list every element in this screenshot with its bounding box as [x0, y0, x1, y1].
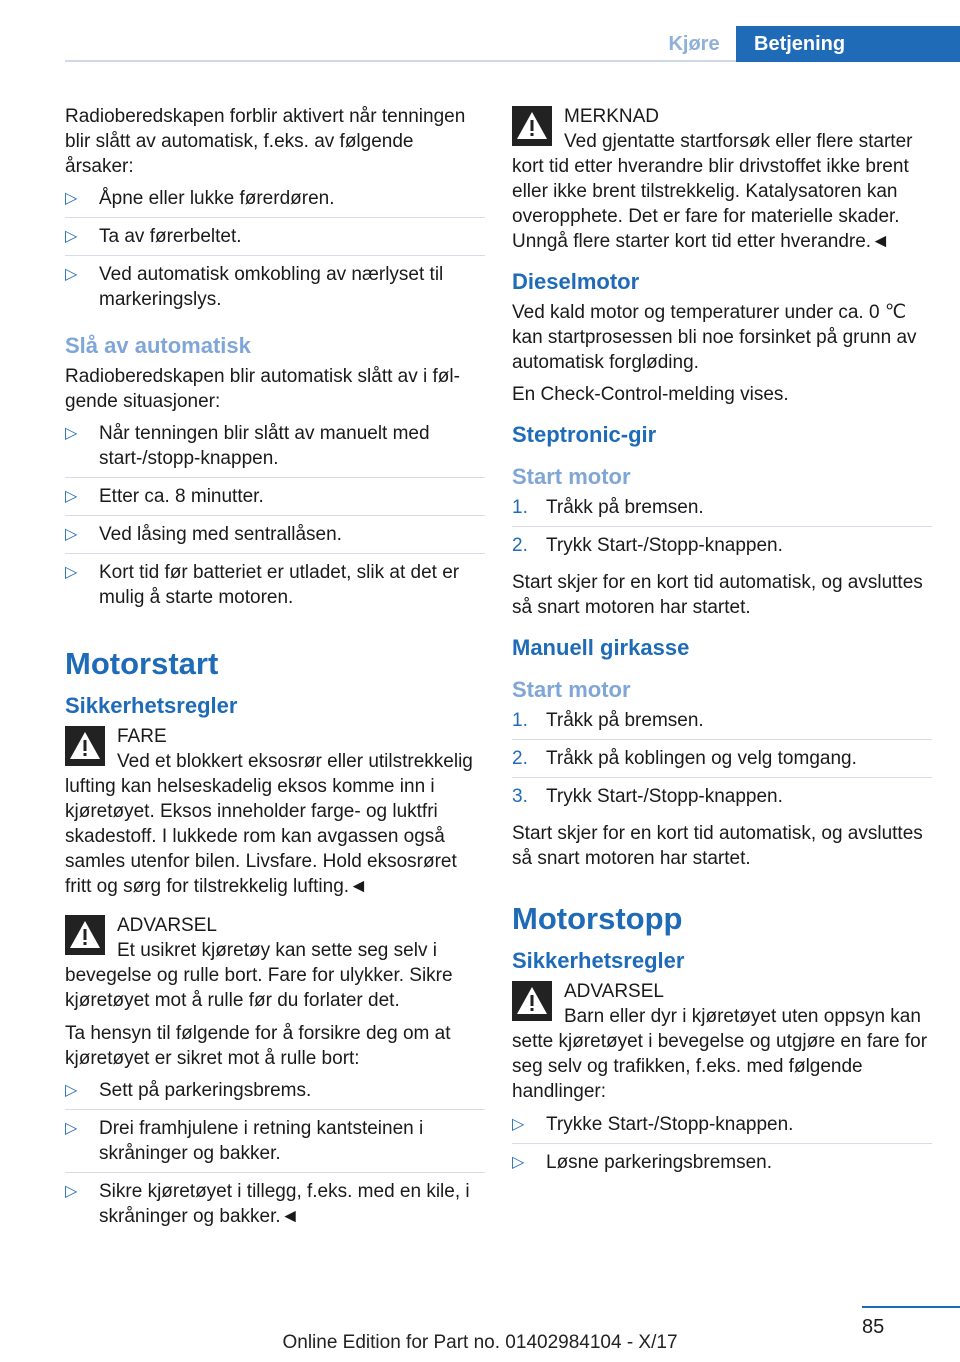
triangle-bullet-icon: ▷ [512, 1116, 525, 1133]
triangle-bullet-icon: ▷ [65, 425, 78, 442]
step-number: 2. [512, 535, 528, 556]
triangle-bullet-icon: ▷ [512, 1154, 525, 1171]
warning-title: ADVARSEL [117, 915, 217, 936]
list-item: ▷ Når tenningen blir slått av manuelt med start-/stopp-knappen. [65, 421, 485, 478]
heading-manual-gearbox: Manuell girkasse [512, 635, 690, 660]
auto-off-list [65, 421, 485, 616]
warning-text: Et usikret kjøretøy kan sette seg selv i bevegelse og rulle bort. Fare for ulykker. Sikre kjøretøyet mot å rulle før du forlater det. [65, 940, 453, 1011]
page-number: 85 [862, 1316, 885, 1338]
list-item: 1. Tråkk på bremsen. [512, 708, 932, 740]
triangle-bullet-icon: ▷ [65, 488, 78, 505]
warning-triangle-icon [65, 726, 105, 766]
left-column [65, 104, 485, 1241]
note-text: Ved gjentatte startforsøk eller flere starter kort tid etter hverandre blir drivstoffet ikke brent eller ikke brent tilstrekkelig. Katalysatoren kan overopphete. Det er fare for materielle skader. Unngå flere starter kort tid etter hverandre.◄ [512, 131, 913, 252]
step-number: 1. [512, 710, 528, 731]
heading-start-motor: Start motor [512, 464, 631, 489]
list-item: ▷ Etter ca. 8 minutter. [65, 484, 485, 516]
warning-triangle-icon [512, 981, 552, 1021]
triangle-bullet-icon: ▷ [65, 266, 78, 283]
list-item: 3. Trykk Start-/Stopp-knappen. [512, 786, 783, 807]
warning-text-2: Barn eller dyr i kjøretøyet uten oppsyn kan sette kjøretøyet i bevegelse og utgjøre en fare for seg selv og trafikken, f.eks. med følgende handlinger: [512, 1006, 928, 1102]
heading-start-motor-2: Start motor [512, 677, 631, 702]
secure-paragraph: Ta hensyn til følgende for å forsikre deg om at kjøretøyet er sikret mot å rulle bort: [65, 1023, 451, 1069]
heading-steptronic: Steptronic-gir [512, 422, 657, 447]
intro-paragraph: Radioberedskapen forblir aktivert når tenningen blir slått av automatisk, f.eks. av følgende årsaker: [65, 106, 466, 177]
list-item: ▷ Ved låsing med sentrallåsen. [65, 522, 485, 554]
warning-triangle-icon [512, 106, 552, 146]
triangle-bullet-icon: ▷ [65, 1082, 78, 1099]
heading-safety-rules: Sikkerhetsregler [65, 693, 238, 718]
diesel-paragraph: Ved kald motor og temperaturer under ca. 0 ℃ kan startprosessen bli noe forsinket på grunn av automatisk forgløding. [512, 302, 917, 373]
danger-title: FARE [117, 726, 167, 747]
warning-triangle-icon [65, 915, 105, 955]
start-after-paragraph: Start skjer for en kort tid automatisk, og avsluttes så snart motoren har startet. [512, 572, 923, 618]
stop-list [512, 1112, 932, 1181]
triangle-bullet-icon: ▷ [65, 1120, 78, 1137]
danger-text: Ved et blokkert eksosrør eller utilstrekkelig lufting kan helseskadelig eksos komme inn i kjøretøyet. Eksos inneholder farge- og luktfri skadestoff. I lukkede rom kan avgassen også samles utenfor bilen. Livsfare. Hold eksosrøret fritt og sørg for tilstrekkelig lufting.◄ [65, 751, 473, 897]
intro-list [65, 186, 485, 318]
triangle-bullet-icon: ▷ [65, 1183, 78, 1200]
start-steps-list [512, 495, 932, 564]
warning-title-2: ADVARSEL [564, 981, 664, 1002]
tab-kjore[interactable]: Kjøre [668, 33, 720, 55]
triangle-bullet-icon: ▷ [65, 190, 78, 207]
heading-motorstopp: Motorstopp [512, 901, 683, 936]
footer-edition: Online Edition for Part no. 01402984104 - X/17 [282, 1332, 678, 1353]
list-item: ▷ Løsne parkeringsbremsen. [512, 1152, 772, 1173]
triangle-bullet-icon: ▷ [65, 228, 78, 245]
diesel-paragraph-2: En Check-Control-melding vises. [512, 384, 789, 405]
list-item: ▷ Åpne eller lukke førerdøren. [65, 186, 485, 218]
heading-diesel: Dieselmotor [512, 269, 640, 294]
heading-safety-rules-2: Sikkerhetsregler [512, 948, 685, 973]
danger-notice [65, 724, 485, 899]
list-item: ▷ Ta av førerbeltet. [65, 224, 485, 256]
list-item: ▷ Kort tid før batteriet er utladet, slik at det er mulig å starte motoren. [65, 562, 460, 608]
right-column [512, 104, 932, 1187]
start-after-paragraph-2: Start skjer for en kort tid automatisk, og avsluttes så snart motoren har startet. [512, 823, 923, 869]
footer-rule [862, 1306, 960, 1308]
step-number: 3. [512, 786, 528, 807]
auto-off-paragraph: Radioberedskapen blir automatisk slått av i følgende situasjoner: [65, 366, 460, 412]
note-title: MERKNAD [564, 106, 660, 127]
warning-notice-2 [512, 979, 932, 1104]
tab-betjening[interactable]: Betjening [736, 26, 960, 62]
triangle-bullet-icon: ▷ [65, 564, 78, 581]
heading-motorstart: Motorstart [65, 646, 219, 681]
warning-notice [65, 913, 485, 1013]
list-item: ▷ Ved automatisk omkobling av nærlyset til markeringslys. [65, 264, 444, 310]
step-number: 2. [512, 748, 528, 769]
note-notice [512, 104, 932, 254]
list-item: 2. Trykk Start-/Stopp-knappen. [512, 535, 783, 556]
list-item: 1. Tråkk på bremsen. [512, 495, 932, 527]
list-item: ▷ Trykke Start-/Stopp-knappen. [512, 1112, 932, 1144]
start-steps-list-2 [512, 708, 932, 815]
list-item: 2. Tråkk på koblingen og velg tomgang. [512, 746, 932, 778]
list-item: ▷ Drei framhjulene i retning kantsteinen i skråninger og bakker. [65, 1116, 485, 1173]
list-item: ▷ Sett på parkeringsbrems. [65, 1078, 485, 1110]
triangle-bullet-icon: ▷ [65, 526, 78, 543]
secure-list [65, 1078, 485, 1235]
heading-auto-off: Slå av automatisk [65, 333, 251, 358]
step-number: 1. [512, 497, 528, 518]
list-item: ▷ Sikre kjøretøyet i tillegg, f.eks. med en kile, i skråninger og bakker.◄ [65, 1181, 470, 1227]
